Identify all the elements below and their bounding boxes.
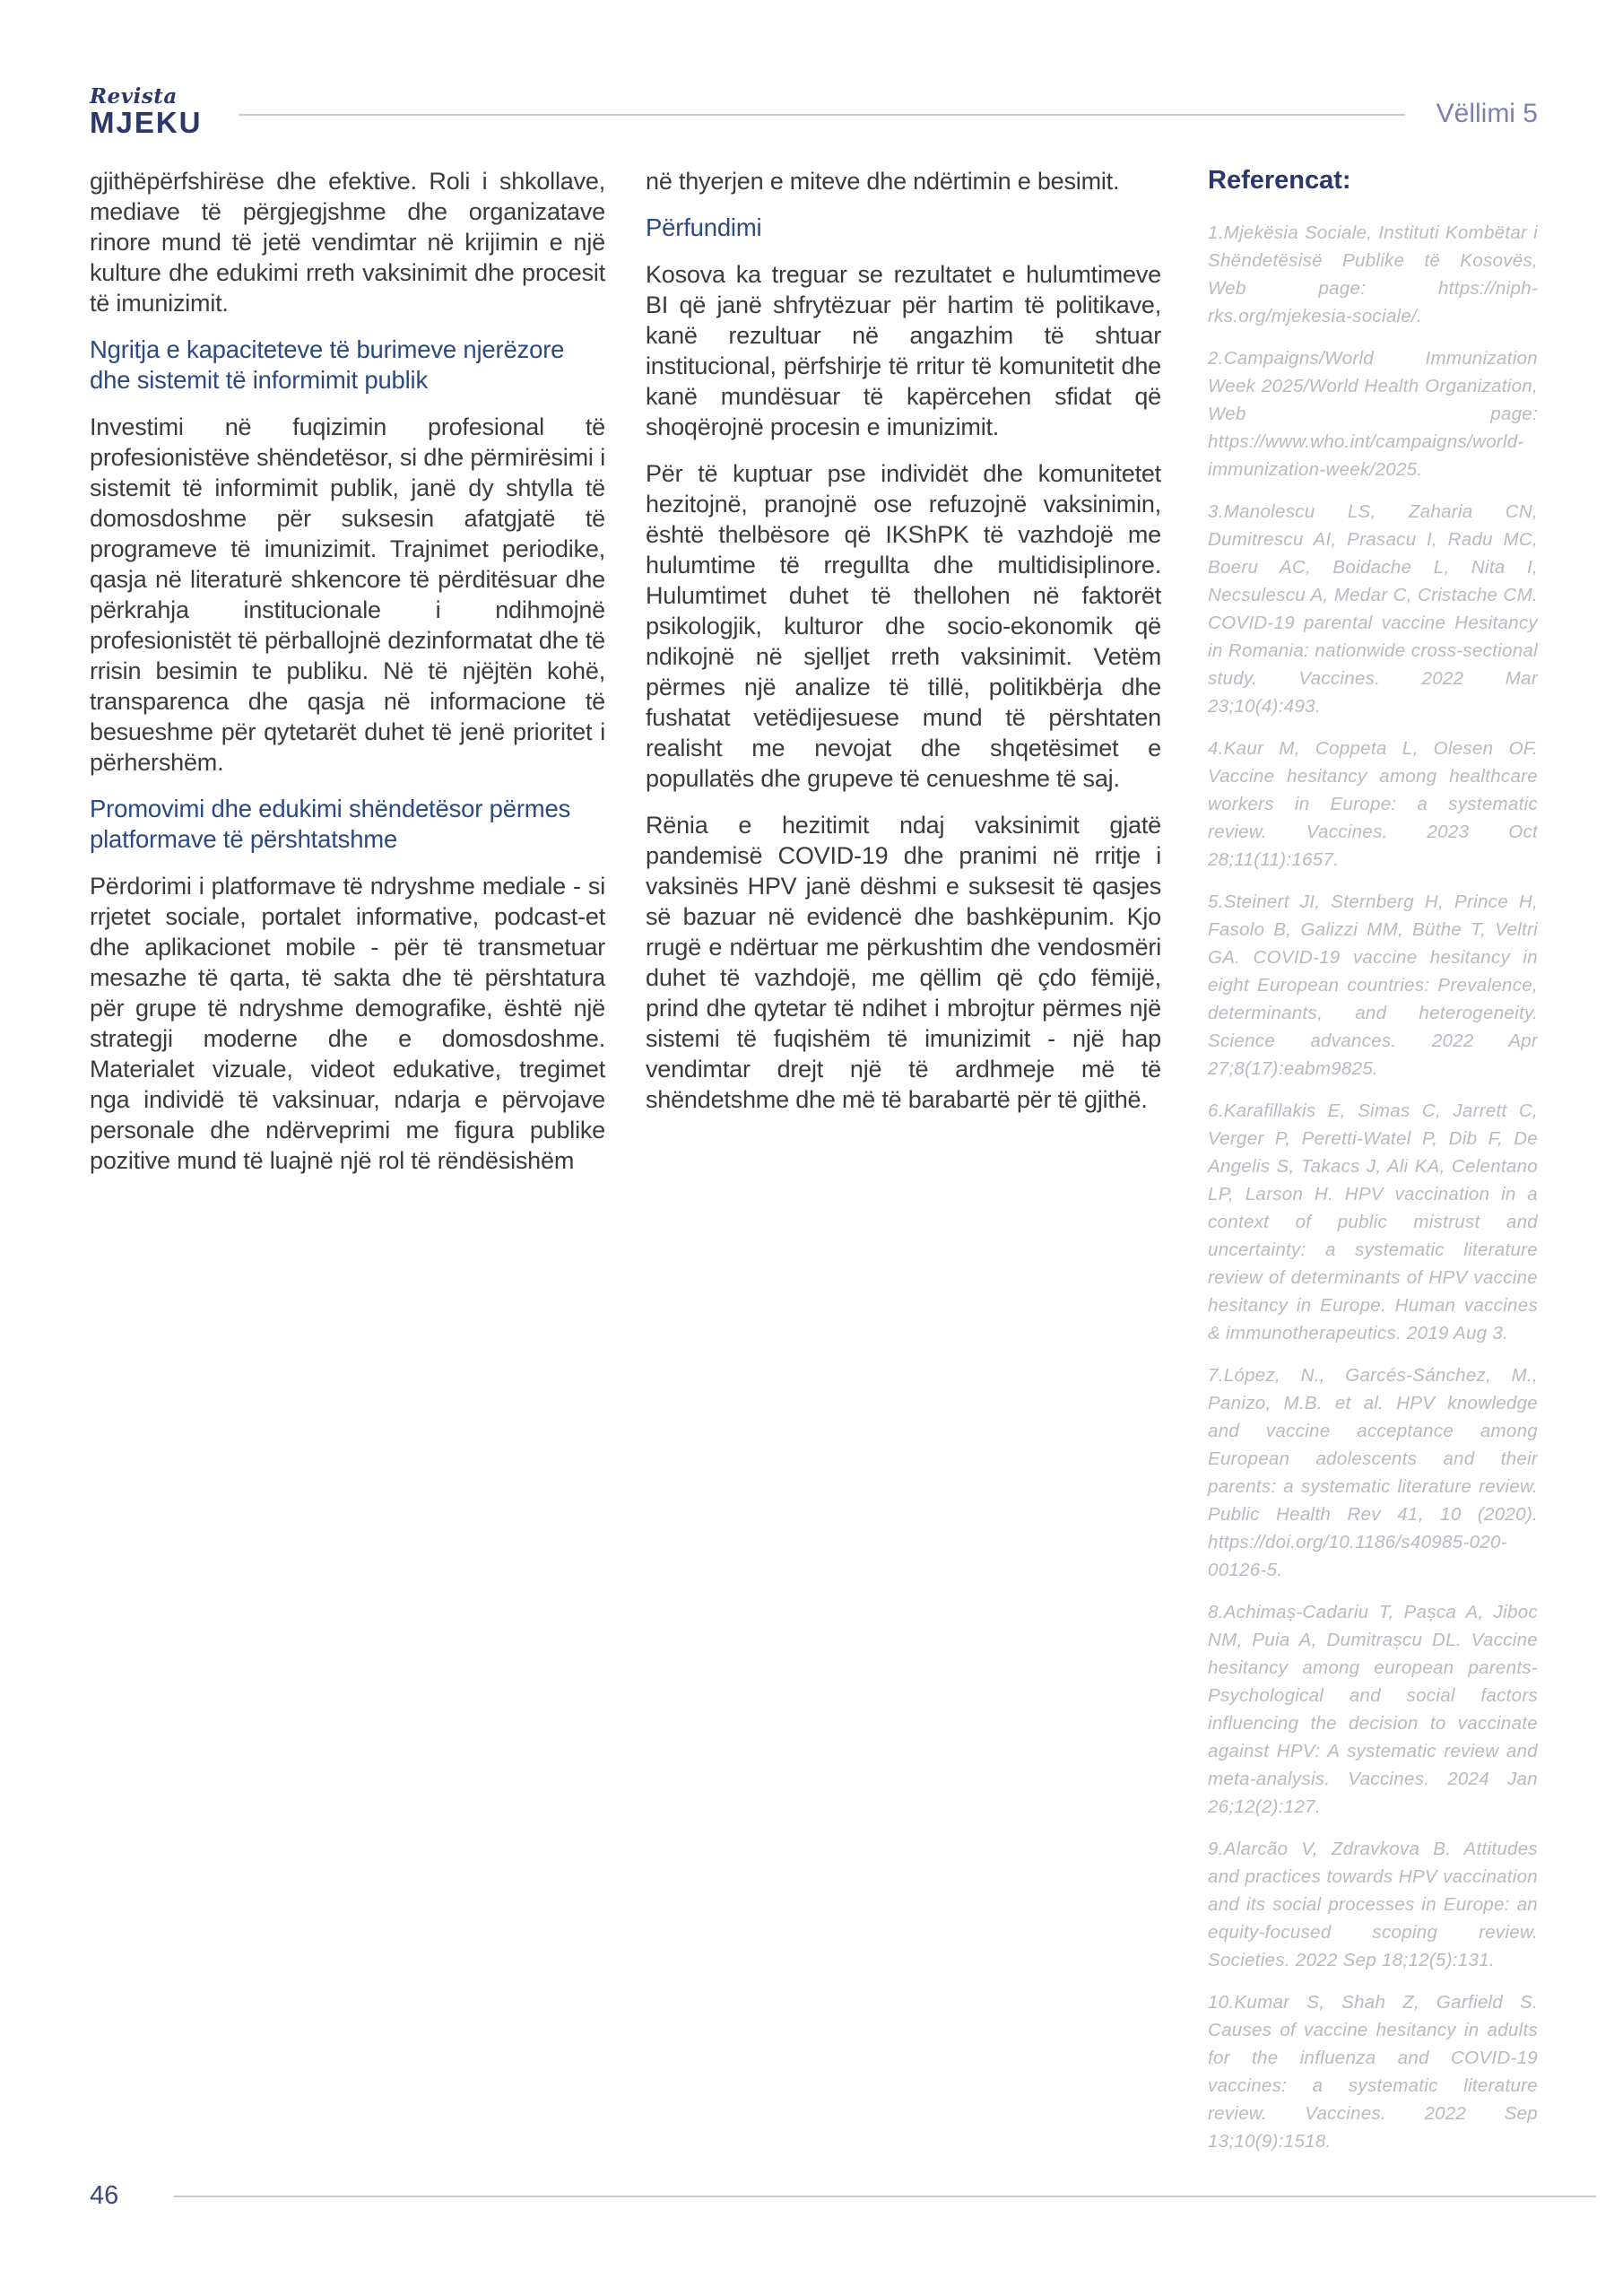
body-paragraph: Kosova ka treguar se rezultatet e hulumtimeve BI që janë shfrytëzuar për hartim të politikave, kanë rezultuar në angazhim të shtuar institucional, përfshirje të rritur të komunitetit dhe kanë mundësuar të kapërcehen sfidat që shoqërojnë procesin e imunizimit. [646, 261, 1161, 440]
reference-item: 5.Steinert JI, Sternberg H, Prince H, Fasolo B, Galizzi MM, Büthe T, Veltri GA. COVID-19 vaccine hesitancy in eight European countries: Prevalence, determinants, and heterogeneity. Science advances. 2022 Apr 27;8(17):eabm9825. [1208, 891, 1538, 1079]
reference-item: 3.Manolescu LS, Zaharia CN, Dumitrescu AI, Prasacu I, Radu MC, Boeru AC, Boidache L, Nita I, Necsulescu A, Medar C, Cristache CM. COVID-19 parental vaccine Hesitancy in Romania: nationwide cross-sectional study. Vaccines. 2022 Mar 23;10(4):493. [1208, 501, 1538, 717]
reference-item: 4.Kaur M, Coppeta L, Olesen OF. Vaccine hesitancy among healthcare workers in Europe: a systematic review. Vaccines. 2023 Oct 28;11(11):1657. [1208, 738, 1538, 870]
reference-item: 7.López, N., Garcés-Sánchez, M., Panizo, M.B. et al. HPV knowledge and vaccine acceptance among European adolescents and their parents: a systematic literature review. Public Health Rev 41, 10 (2020). https://doi.org/10.1186/s40985-020-00126-5. [1208, 1365, 1538, 1580]
article-body [90, 166, 1538, 2175]
references-list [1208, 219, 1538, 2155]
reference-item: 9.Alarcão V, Zdravkova B. Attitudes and practices towards HPV vaccination and its social processes in Europe: an equity-focused scoping review. Societies. 2022 Sep 18;12(5):131. [1208, 1839, 1538, 1970]
section-heading: Promovimi dhe edukimi shëndetësor përmes platformave të përshtatshme [90, 795, 571, 853]
reference-item: 2.Campaigns/World Immunization Week 2025/World Health Organization, Web page: https://www.who.int/campaigns/world-immunization-week/2025. [1208, 348, 1538, 480]
header-divider-line [239, 114, 1405, 116]
references-column [1208, 166, 1538, 2175]
section-heading: Ngritja e kapaciteteve të burimeve njerëzore dhe sistemit të informimit publik [90, 335, 565, 394]
reference-item: 6.Karafillakis E, Simas C, Jarrett C, Verger P, Peretti-Watel P, Dib F, De Angelis S, Takacs J, Ali KA, Celentano LP, Larson H. HPV vaccination in a context of public mistrust and uncertainty: a systematic literature review of determinants of HPV vaccine hesitancy in Europe. Human vaccines & immunotherapeutics. 2019 Aug 3. [1208, 1100, 1538, 1344]
body-paragraph: Përdorimi i platformave të ndryshme mediale - si rrjetet sociale, portalet informative, podcast-et dhe aplikacionet mobile - për të transmetuar mesazhe të qarta, të sakta dhe të përshtatura për grupe të ndryshme demografike, është një strategji moderne dhe e domosdoshme. Materialet vizuale, videot edukative, tregimet nga individë të vaksinuar, ndarja e përvojave personale dhe ndërveprimi me figura publike pozitive mund të luajnë një rol të rëndësishëm [90, 873, 605, 1174]
reference-item: 1.Mjekësia Sociale, Instituti Kombëtar i Shëndetësisë Publike të Kosovës, Web page: https://niph-rks.org/mjekesia-sociale/. [1208, 222, 1538, 326]
body-paragraph: gjithëpërfshirëse dhe efektive. Roli i shkollave, mediave të përgjegjshme dhe organizatave rinore mund të jetë vendimtar në krijimin e një kulture dhe edukimi rreth vaksinimit dhe procesit të imunizimit. [90, 168, 605, 317]
page-number: 46 [90, 2181, 119, 2210]
text-column-2 [646, 166, 1161, 2175]
references-title: Referencat: [1208, 166, 1351, 195]
body-paragraph: Për të kuptuar pse individët dhe komunitetet hezitojnë, pranojnë ose refuzojnë vaksinimin, është thelbësore që IKShPK të vazhdojë me hulumtime të rregullta dhe multidisiplinore. Hulumtimet duhet të thellohen në faktorët psikologjik, kulturor dhe socio-ekonomik që ndikojnë në sjelljet rreth vaksinimit. Vetëm përmes një analize të tillë, politikbërja dhe fushatat vetëdijesuese mund të përshtaten realisht me nevojat dhe shqetësimet e popullatës dhe grupeve të cenueshme të saj. [646, 460, 1161, 792]
section-heading: Përfundimi [646, 213, 762, 241]
journal-logo [90, 86, 203, 137]
footer-divider-line [174, 2196, 1596, 2197]
body-paragraph: në thyerjen e miteve dhe ndërtimin e besimit. [646, 168, 1120, 195]
page-footer [90, 2181, 1596, 2211]
body-paragraph: Rënia e hezitimit ndaj vaksinimit gjatë pandemisë COVID-19 dhe pranimi në rritje i vaksinës HPV janë dëshmi e suksesit të qasjes së bazuar në evidencë dhe bashkëpunim. Kjo rrugë e ndërtuar me përkushtim dhe vendosmëri duhet të vazhdojë, me qëllim që çdo fëmijë, prind dhe qytetar të ndihet i mbrojtur përmes një sistemi të fuqishëm të imunizimit - një hap vendimtar drejt një të ardhmeje më të shëndetshme dhe më të barabartë për të gjithë. [646, 812, 1161, 1113]
page-header [90, 86, 1538, 137]
logo-revista-text: Revista [90, 84, 178, 109]
text-column-1 [90, 166, 605, 2175]
body-paragraph: Investimi në fuqizimin profesional të profesionistëve shëndetësor, si dhe përmirësimi i sistemit të informimit publik, janë dy shtylla të domosdoshme për suksesin afatgjatë të programeve të imunizimit. Trajnimet periodike, qasja në literaturë shkencore të përditësuar dhe përkrahja institucionale i ndihmojnë profesionistët të përballojnë dezinformatat dhe të rrisin besimin te publiku. Në të njëjtën kohë, transparenca dhe qasja në informacione të besueshme për qytetarët duhet të jenë prioritet i përhershëm. [90, 413, 605, 776]
reference-item: 8.Achimaș-Cadariu T, Pașca A, Jiboc NM, Puia A, Dumitrașcu DL. Vaccine hesitancy among european parents-Psychological and social factors influencing the decision to vaccinate against HPV: A systematic review and meta-analysis. Vaccines. 2024 Jan 26;12(2):127. [1208, 1602, 1538, 1817]
logo-mjeku-text: MJEKU [90, 106, 203, 139]
volume-label: Vëllimi 5 [1436, 98, 1538, 128]
reference-item: 10.Kumar S, Shah Z, Garfield S. Causes of vaccine hesitancy in adults for the influenza and COVID-19 vaccines: a systematic literature review. Vaccines. 2022 Sep 13;10(9):1518. [1208, 1992, 1538, 2152]
